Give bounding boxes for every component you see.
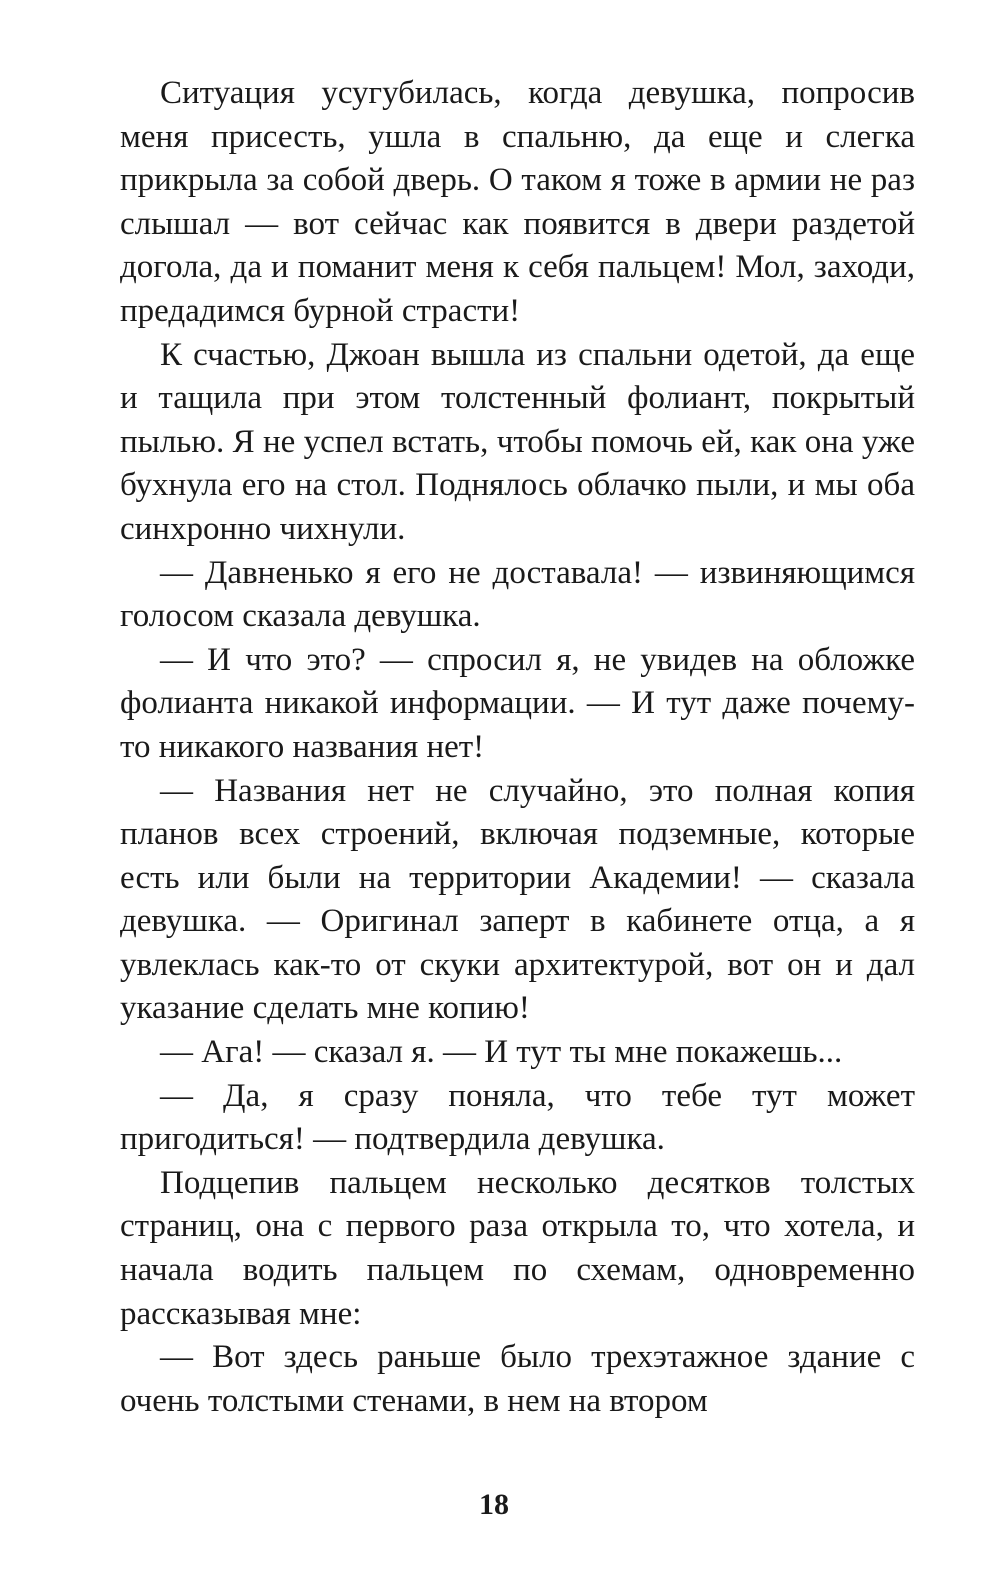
paragraph: К счастью, Джоан вышла из спальни одетой, да еще и тащила при этом толстенный фолиант, покрытый пылью. Я не успел встать, чтобы помочь ей, как она уже бухнула его на стол. Поднялось облачко пыли, и мы оба синхронно чихнули. [120,336,915,547]
paragraph: — Ага! — сказал я. — И тут ты мне покажешь... [160,1034,843,1071]
page-number: 18 [479,1488,509,1521]
paragraph: — Да, я сразу поняла, что тебе тут может пригодиться! — подтвердила девушка. [120,1077,915,1158]
paragraph: Ситуация усугубилась, когда девушка, попросив меня присесть, ушла в спальню, да еще и слегка прикрыла за собой дверь. О таком я тоже в армии не раз слышал — вот сейчас как появится в двери раздетой догола, да и поманит меня к себя пальцем! Мол, заходи, предадимся бурной страсти! [120,75,915,329]
paragraph: Подцепив пальцем несколько десятков толстых страниц, она с первого раза открыла то, что хотела, и начала водить пальцем по схемам, одновременно рассказывая мне: [120,1164,915,1332]
page-text [120,72,915,1423]
paragraph: — Давненько я его не доставала! — извиняющимся голосом сказала девушка. [120,554,915,635]
paragraph: — И что это? — спросил я, не увидев на обложке фолианта никакой информации. — И тут даже почему-то никакого названия нет! [120,641,915,765]
paragraph: — Названия нет не случайно, это полная копия планов всех строений, включая подземные, которые есть или были на территории Академии! — сказала девушка. — Оригинал заперт в кабинете отца, а я увлеклась как-то от скуки архитектурой, вот он и дал указание сделать мне копию! [120,772,915,1027]
paragraph: — Вот здесь раньше было трехэтажное здание с очень толстыми стенами, в нем на втором [120,1339,915,1419]
